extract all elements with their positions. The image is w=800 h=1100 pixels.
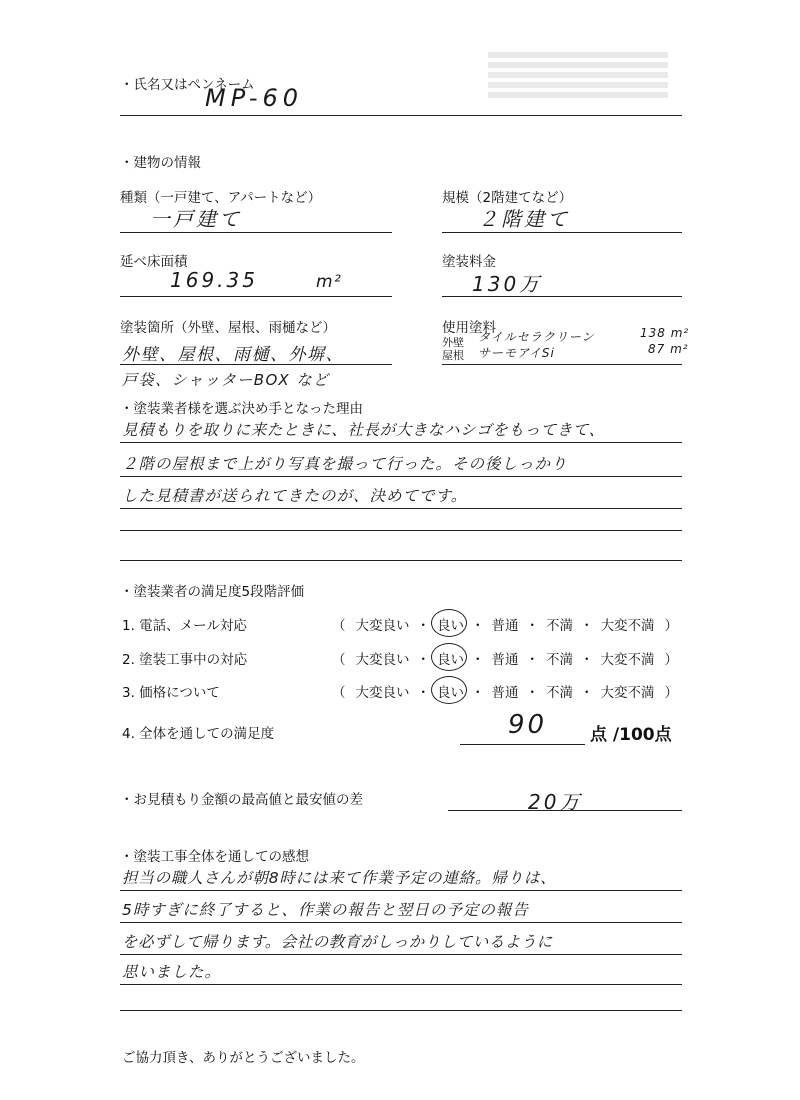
rating-question: 2. 塗装工事中の対応 [122, 652, 248, 668]
thanks-text: ご協力頂き、ありがとうございました。 [122, 1050, 365, 1066]
paint-label: 使用塗料 [442, 320, 496, 336]
impressions-rule-2 [120, 922, 682, 923]
rating-option-selected[interactable]: 良い [435, 614, 466, 634]
impressions-line3: を必ずして帰ります。会社の教育がしっかりしているように [122, 933, 553, 951]
fee-rule [442, 296, 682, 297]
impressions-line1: 担当の職人さんが朝8時には来て作業予定の連絡。帰りは、 [122, 869, 557, 887]
option-separator: ・ [416, 652, 430, 668]
option-separator: ・ [580, 685, 594, 701]
satisfaction-label: ・塗装業者の満足度5段階評価 [120, 584, 305, 600]
rating-option[interactable]: 大変不満 [600, 618, 655, 634]
estimate-gap-label: ・お見積もり金額の最高値と最安値の差 [120, 792, 363, 808]
name-label: ・氏名又はペンネーム [120, 77, 255, 93]
rating-option[interactable]: 不満 [546, 685, 573, 701]
paint-roof-value: サーモアイSi [478, 346, 555, 360]
close-paren: ） [664, 618, 678, 634]
option-separator: ・ [580, 618, 594, 634]
close-paren: ） [664, 685, 678, 701]
overall-label: 4. 全体を通しての満足度 [122, 726, 275, 742]
floor-area-value: 169.35 [170, 268, 258, 292]
name-value: MP-60 [205, 84, 304, 112]
floor-area-label: 延べ床面積 [120, 254, 188, 270]
overall-score-unit: 点 /100点 [590, 725, 672, 745]
option-separator: ・ [471, 652, 485, 668]
rating-row [122, 679, 692, 703]
rating-question: 3. 価格について [122, 685, 220, 701]
faint-stamp [488, 48, 668, 108]
estimate-gap-value: 20万 [528, 790, 583, 814]
rating-option[interactable]: 不満 [546, 618, 573, 634]
locations-rule-1 [120, 364, 392, 365]
reason-line2: ２階の屋根まで上がり写真を撮って行った。その後しっかり [122, 455, 568, 473]
reason-label: ・塗装業者様を選ぶ決め手となった理由 [120, 401, 363, 417]
impressions-rule-3 [120, 954, 682, 955]
rating-option[interactable]: 普通 [491, 652, 519, 668]
rating-option[interactable]: 大変不満 [600, 652, 655, 668]
building-type-rule [120, 232, 392, 233]
rating-options [332, 681, 678, 701]
option-separator: ・ [471, 618, 485, 634]
estimate-gap-rule [448, 810, 682, 811]
building-scale-value: ２階建て [478, 207, 570, 231]
rating-option-selected[interactable]: 良い [435, 681, 466, 701]
rating-option[interactable]: 大変良い [355, 652, 410, 668]
rating-options [332, 648, 678, 668]
close-paren: ） [664, 652, 678, 668]
paint-rule [442, 364, 682, 365]
open-paren: （ [332, 685, 346, 701]
reason-rule-4 [120, 530, 682, 531]
overall-score-rule [460, 744, 585, 745]
locations-line2: 戸袋、シャッターBOX など [122, 371, 330, 389]
option-separator: ・ [471, 685, 485, 701]
floor-area-rule [120, 296, 392, 297]
paint-roof-label: 屋根 [442, 349, 464, 362]
rating-option[interactable]: 普通 [491, 618, 519, 634]
rating-question: 1. 電話、メール対応 [122, 618, 247, 634]
impressions-line2: 5時すぎに終了すると、作業の報告と翌日の予定の報告 [122, 901, 529, 919]
paint-wall-label: 外壁 [442, 336, 464, 349]
reason-line1: 見積もりを取りに来たときに、社長が大きなハシゴをもってきて、 [122, 421, 605, 439]
paint-wall-area: 138 m² [640, 326, 690, 340]
impressions-rule-4 [120, 984, 682, 985]
floor-area-unit: m² [316, 272, 343, 292]
impressions-rule-5 [120, 1010, 682, 1011]
building-scale-label: 規模（2階建てなど） [442, 190, 573, 206]
reason-line3: した見積書が送られてきたのが、決めてです。 [122, 487, 468, 505]
rating-option[interactable]: 不満 [546, 652, 573, 668]
overall-score-value: 90 [508, 710, 548, 740]
fee-label: 塗装料金 [442, 254, 496, 270]
building-section-label: ・建物の情報 [120, 155, 201, 171]
rating-option[interactable]: 普通 [491, 685, 519, 701]
open-paren: （ [332, 652, 346, 668]
option-separator: ・ [525, 652, 539, 668]
impressions-rule-1 [120, 890, 682, 891]
rating-option[interactable]: 大変良い [355, 685, 410, 701]
building-type-value: 一戸建て [150, 207, 242, 231]
paint-roof-area: 87 m² [648, 342, 689, 356]
reason-rule-1 [120, 442, 682, 443]
rating-option[interactable]: 大変良い [355, 618, 410, 634]
option-separator: ・ [525, 685, 539, 701]
impressions-label: ・塗装工事全体を通しての感想 [120, 849, 309, 865]
rating-options [332, 614, 678, 634]
name-rule [120, 115, 682, 116]
rating-option-selected[interactable]: 良い [435, 648, 466, 668]
reason-rule-3 [120, 508, 682, 509]
rating-row [122, 646, 692, 670]
option-separator: ・ [580, 652, 594, 668]
rating-option[interactable]: 大変不満 [600, 685, 655, 701]
locations-label: 塗装箇所（外壁、屋根、雨樋など） [120, 320, 336, 336]
building-type-label: 種類（一戸建て、アパートなど） [120, 190, 322, 206]
rating-row [122, 612, 692, 636]
paint-wall-value: タイルセラクリーン [478, 330, 595, 344]
option-separator: ・ [525, 618, 539, 634]
option-separator: ・ [416, 618, 430, 634]
fee-value: 130万 [472, 272, 543, 296]
reason-rule-5 [120, 560, 682, 561]
impressions-line4: 思いました。 [122, 963, 222, 981]
open-paren: （ [332, 618, 346, 634]
option-separator: ・ [416, 685, 430, 701]
building-scale-rule [442, 232, 682, 233]
reason-rule-2 [120, 476, 682, 477]
locations-line1: 外壁、屋根、雨樋、外塀、 [122, 345, 344, 365]
